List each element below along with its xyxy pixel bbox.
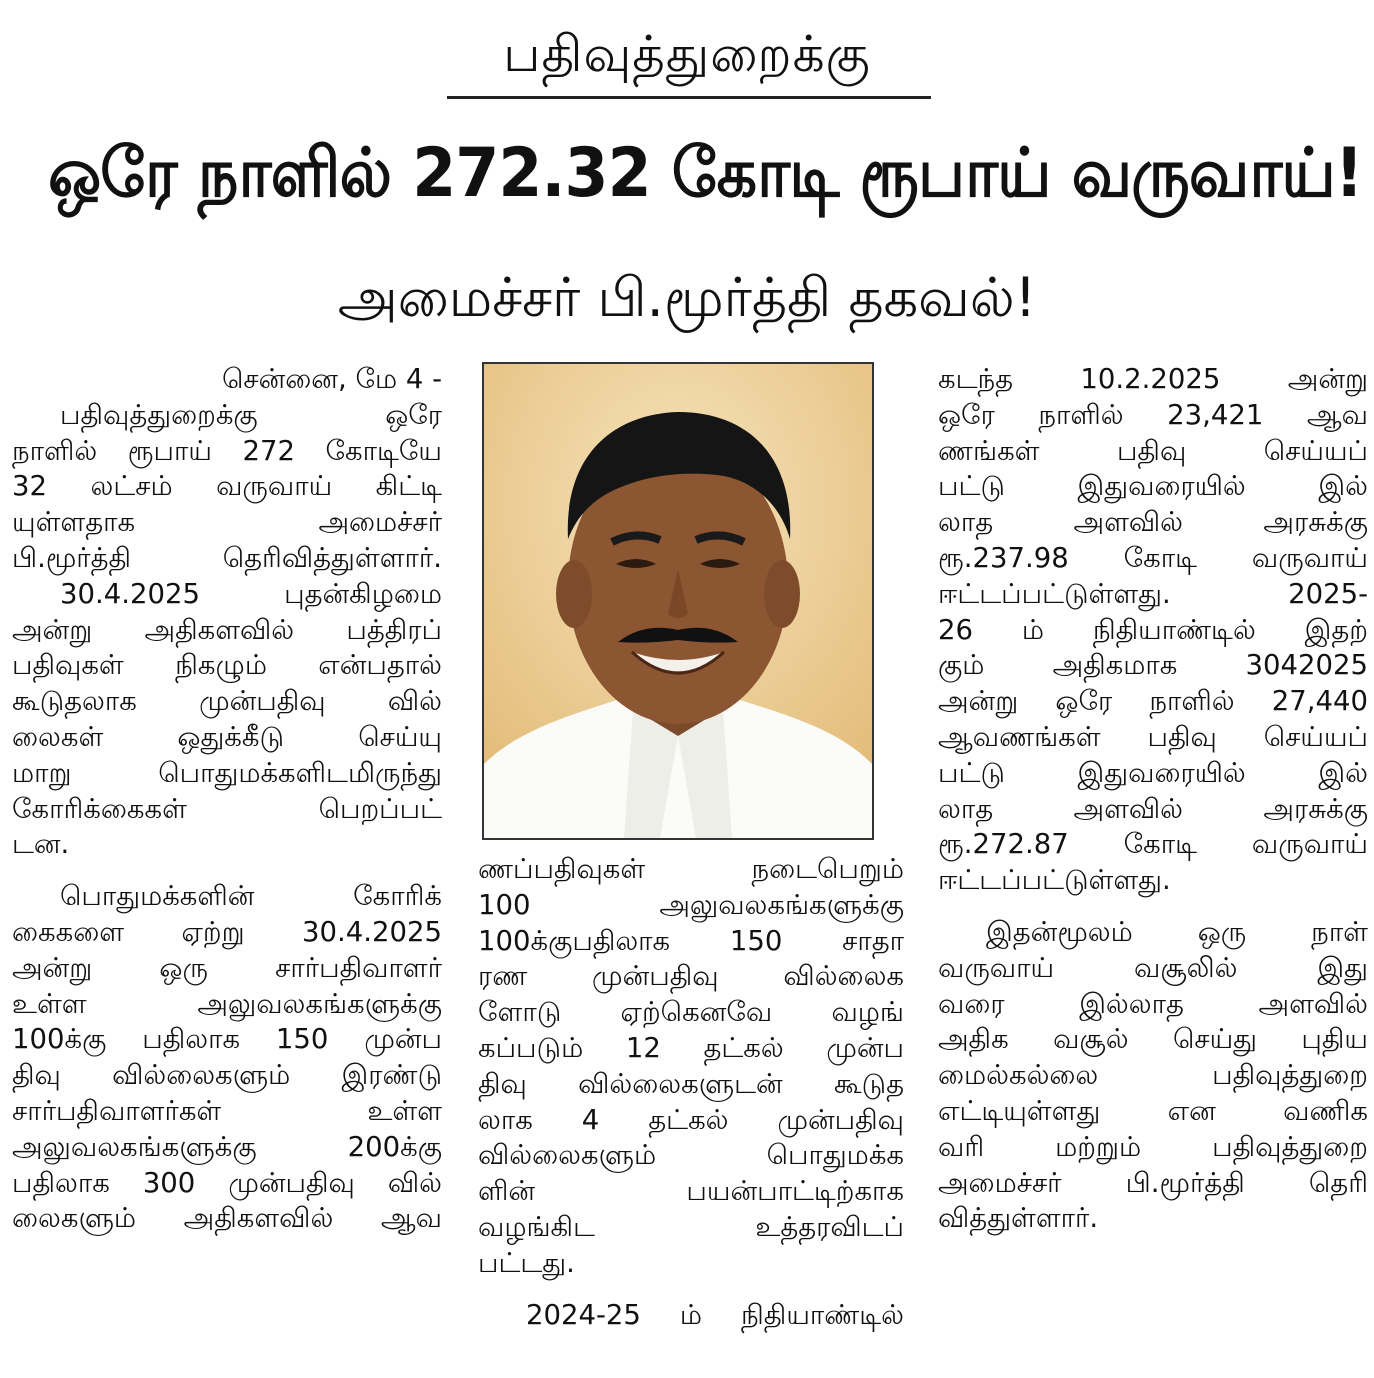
text-line: வருவாய் வசூலில் இது (938, 951, 1368, 984)
text-line: வரை இல்லாத அளவில் (938, 987, 1368, 1020)
text-line: அதிக வசூல் செய்து புதிய (938, 1023, 1368, 1056)
section-kicker: பதிவுத்துறைக்கு (503, 25, 871, 83)
text-line: ரூ.237.98 கோடி வருவாய் (938, 541, 1368, 574)
text-line: பட்டது. (478, 1246, 575, 1279)
col2-paragraph-1 (478, 852, 904, 1282)
text-line: அன்று ஒரு சார்பதிவாளர் (12, 951, 442, 984)
text-line: கடந்த 10.2.2025 அன்று (938, 363, 1368, 395)
text-line: 100க்குபதிலாக 150 சாதா (478, 924, 904, 957)
text-line: கும் அதிகமாக 3042025 (938, 649, 1368, 682)
text-line: ஈட்டப்பட்டுள்ளது. (938, 864, 1171, 897)
text-line: பதிவுகள் நிகழும் என்பதால் (12, 649, 442, 682)
text-line: வித்துள்ளார். (938, 1202, 1099, 1235)
portrait-photo-icon (484, 364, 872, 838)
text-line: 26 ம் நிதியாண்டில் இதற் (938, 613, 1368, 646)
text-line: திவு வில்லைகளுடன் கூடுத (478, 1067, 904, 1100)
article-column-2 (478, 852, 904, 1333)
text-line: 100 அலுவலகங்களுக்கு (478, 888, 904, 921)
text-line: மைல்கல்லை பதிவுத்துறை (938, 1059, 1368, 1092)
text-line: லாக 4 தட்கல் முன்பதிவு (478, 1103, 904, 1136)
text-line: திவு வில்லைகளும் இரண்டு (12, 1059, 442, 1092)
text-line: கோரிக்கைகள் பெறப்பட் (12, 792, 442, 825)
text-line: கப்படும் 12 தட்கல் முன்ப (478, 1031, 904, 1064)
text-line: 32 லட்சம் வருவாய் கிட்டி (12, 470, 442, 503)
text-line: அன்று ஒரே நாளில் 27,440 (938, 685, 1368, 718)
text-line: கூடுதலாக முன்பதிவு வில் (12, 685, 442, 718)
portrait-photo (482, 362, 874, 840)
text-line: ஈட்டப்பட்டுள்ளது. 2025- (938, 577, 1368, 610)
text-line: பி.மூர்த்தி தெரிவித்துள்ளார். (12, 541, 442, 574)
col1-paragraph-3 (12, 879, 442, 1237)
text-line: ரண முன்பதிவு வில்லைக (478, 960, 904, 993)
text-line: ணப்பதிவுகள் நடைபெறும் (478, 853, 904, 885)
text-line: லைகள் ஒதுக்கீடு செய்யு (12, 720, 442, 753)
text-line: ஒரே நாளில் 23,421 ஆவ (938, 398, 1368, 431)
text-line: நாளில் ரூபாய் 272 கோடியே (12, 434, 442, 467)
headline: ஒரே நாளில் 272.32 கோடி ரூபாய் வருவாய்! (48, 134, 1363, 213)
text-line: அலுவலகங்களுக்கு 200க்கு (12, 1130, 442, 1163)
text-line: ரூ.272.87 கோடி வருவாய் (938, 828, 1368, 861)
dateline: சென்னை, மே 4 - (221, 363, 442, 395)
text-line: பதிலாக 300 முன்பதிவு வில் (12, 1166, 442, 1199)
text-line: பொதுமக்களின் கோரிக் (60, 880, 442, 913)
text-line: 30.4.2025 புதன்கிழமை (60, 577, 442, 610)
text-line: பதிவுத்துறைக்கு ஒரே (60, 398, 442, 431)
text-line: அமைச்சர் பி.மூர்த்தி தெரி (938, 1166, 1368, 1199)
text-line: வழங்கிட உத்தரவிடப் (478, 1210, 904, 1243)
text-line: ளோடு ஏற்கெனவே வழங் (478, 996, 904, 1029)
text-line: பட்டு இதுவரையில் இல் (938, 470, 1368, 503)
text-line: 100க்கு பதிலாக 150 முன்ப (12, 1023, 442, 1056)
text-line: 2024-25 ம் நிதியாண்டில் (526, 1298, 904, 1331)
subheadline: அமைச்சர் பி.மூர்த்தி தகவல்! (337, 266, 1037, 329)
text-line: இதன்மூலம் ஒரு நாள் (986, 915, 1368, 948)
article-column-1 (12, 362, 442, 1237)
text-line: பட்டு இதுவரையில் இல் (938, 756, 1368, 789)
text-line: எட்டியுள்ளது என வணிக (938, 1094, 1368, 1127)
kicker-underline (447, 96, 931, 99)
text-line: மாறு பொதுமக்களிடமிருந்து (12, 756, 442, 789)
text-line: உள்ள அலுவலகங்களுக்கு (12, 987, 442, 1020)
col3-paragraph-2 (938, 915, 1368, 1237)
col3-paragraph-1 (938, 362, 1368, 899)
text-line: டன. (12, 828, 70, 861)
text-line: ஆவணங்கள் பதிவு செய்யப் (938, 720, 1368, 753)
col1-paragraph-1 (12, 398, 442, 577)
text-line: கைகளை ஏற்று 30.4.2025 (12, 915, 442, 948)
text-line: ணங்கள் பதிவு செய்யப் (938, 434, 1368, 467)
text-line: லாத அளவில் அரசுக்கு (938, 506, 1368, 539)
col2-paragraph-2 (478, 1298, 904, 1334)
text-line: யுள்ளதாக அமைச்சர் (12, 506, 442, 539)
article-column-3 (938, 362, 1368, 1237)
text-line: அன்று அதிகளவில் பத்திரப் (12, 613, 442, 646)
col1-paragraph-2 (12, 577, 442, 863)
text-line: லைகளும் அதிகளவில் ஆவ (12, 1202, 442, 1235)
text-line: ளின் பயன்பாட்டிற்காக (478, 1175, 904, 1208)
text-line: சார்பதிவாளர்கள் உள்ள (12, 1094, 442, 1127)
text-line: லாத அளவில் அரசுக்கு (938, 792, 1368, 825)
text-line: வில்லைகளும் பொதுமக்க (478, 1139, 904, 1172)
text-line: வரி மற்றும் பதிவுத்துறை (938, 1130, 1368, 1163)
